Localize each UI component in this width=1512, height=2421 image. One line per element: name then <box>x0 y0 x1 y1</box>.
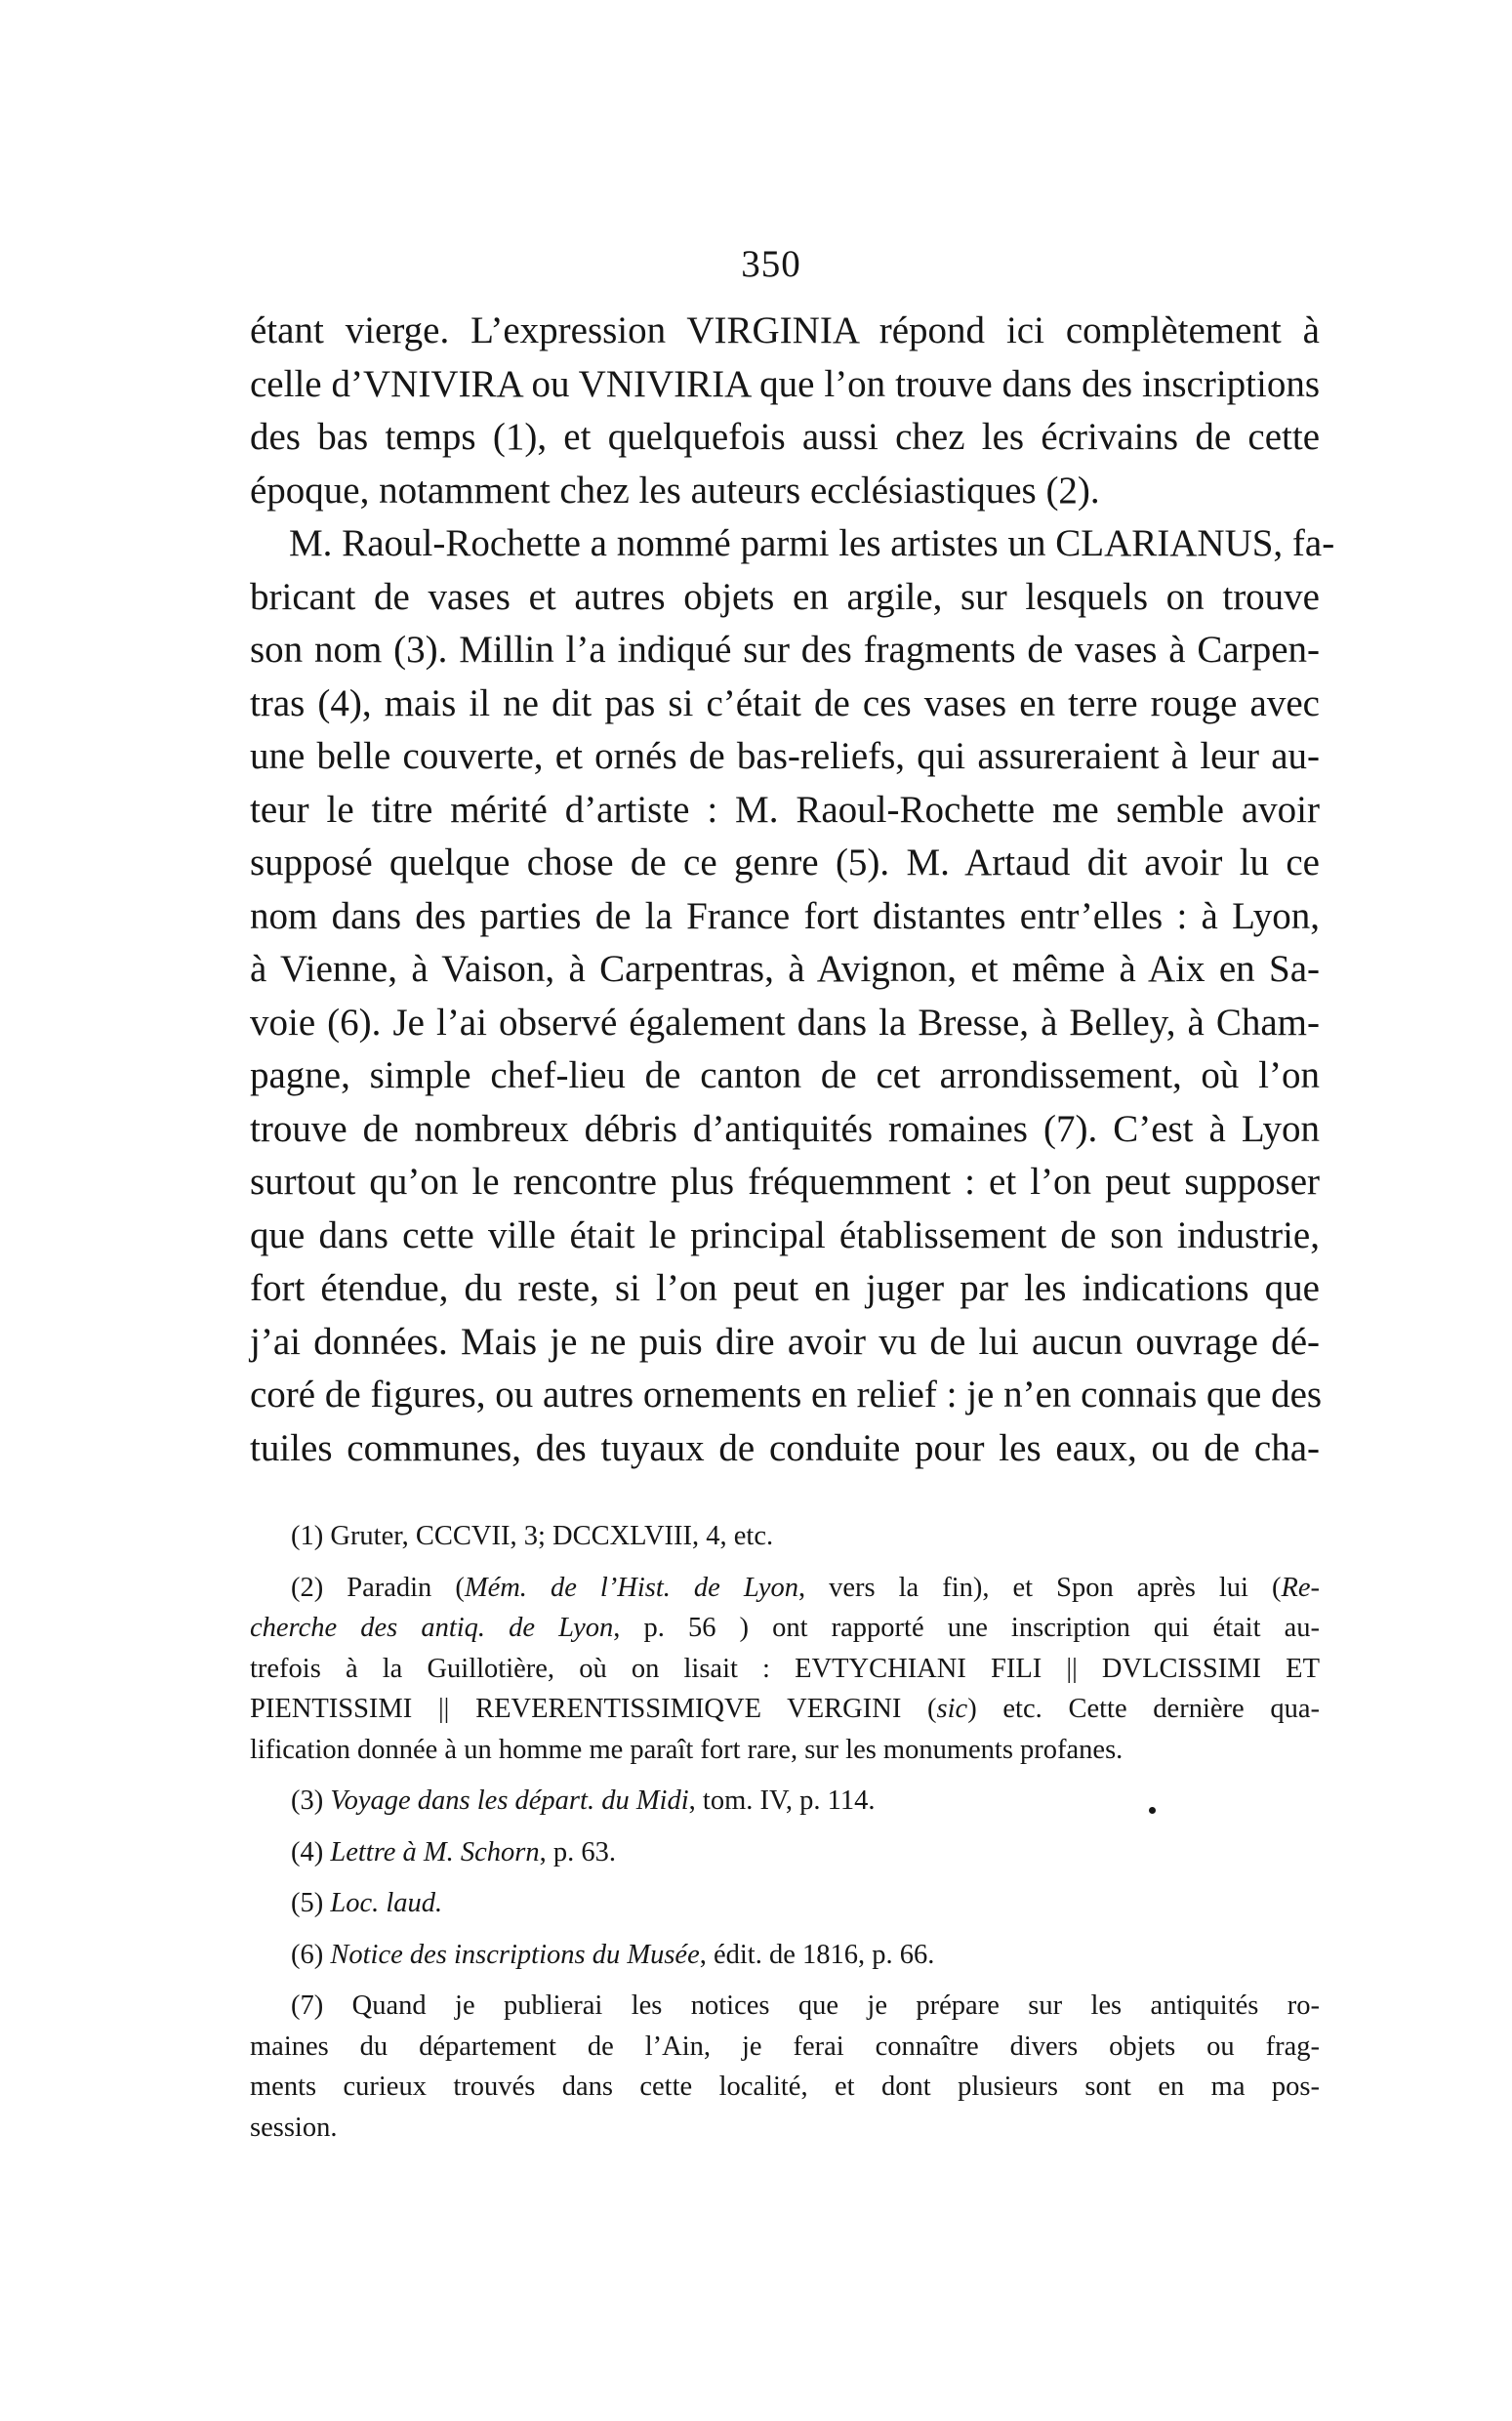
footnote-text: , édit. de 1816, p. 66. <box>699 1939 935 1970</box>
text-line: coré de figures, ou autres ornements en relief : je n’en connais que des <box>250 1374 1323 1416</box>
text-line: tras (4), mais il ne dit pas si c’était de ces vases en terre rouge avec <box>250 681 1320 724</box>
footnote-text: , vers la fin), et Spon après lui ( <box>798 1572 1282 1603</box>
footnote-text: ) etc. Cette dernière qua- <box>967 1694 1320 1724</box>
footnote-text: (4) <box>291 1836 331 1867</box>
footnote-text: , p. 63. <box>539 1836 616 1867</box>
text-line: son nom (3). Millin l’a indiqué sur des fragments de vases à Carpen- <box>250 629 1320 671</box>
text-line: bricant de vases et autres objets en argile, sur lesquels on trouve <box>250 575 1320 618</box>
text-line: étant vierge. L’expression VIRGINIA répond ici complètement à <box>250 309 1320 351</box>
footnote-2-line: lification donnée à un homme me paraît fort rare, sur les monuments profanes. <box>250 1734 1124 1765</box>
footnote-title: Notice des inscriptions du Musée <box>330 1939 700 1970</box>
footnote-2 <box>250 1568 1320 1609</box>
text-line: surtout qu’on le rencontre plus fréquemment : et l’on peut supposer <box>250 1161 1320 1203</box>
footnote-2-line <box>250 1608 1320 1649</box>
text-line: fort étendue, du reste, si l’on peut en juger par les indications que <box>250 1267 1320 1309</box>
footnote-text: , p. 56 ) ont rapporté une inscription qui était au- <box>613 1613 1320 1643</box>
footnote-text: (3) <box>291 1785 331 1816</box>
footnote-title: cherche des antiq. de Lyon <box>250 1613 614 1643</box>
text-line: nom dans des parties de la France fort distantes entr’elles : à Lyon, <box>250 894 1320 937</box>
footnote-7-line: ments curieux trouvés dans cette localité, et dont plusieurs sont en ma pos- <box>250 2072 1320 2102</box>
text-line: voie (6). Je l’ai observé également dans la Bresse, à Belley, à Cham- <box>250 1001 1320 1044</box>
text-line: M. Raoul-Rochette a nommé parmi les artistes un CLARIANUS, fa- <box>289 522 1335 564</box>
main-text <box>250 305 1335 1475</box>
text-line: à Vienne, à Vaison, à Carpentras, à Avignon, et même à Aix en Sa- <box>250 948 1320 990</box>
ink-dot <box>1149 1807 1156 1814</box>
footnote-text: (6) <box>291 1939 331 1970</box>
footnote-7-line: session. <box>250 2112 338 2143</box>
footnote-text: PIENTISSIMI || REVERENTISSIMIQVE VERGINI ( <box>250 1694 937 1724</box>
text-line: j’ai données. Mais je ne puis dire avoir vu de lui aucun ouvrage dé- <box>250 1320 1320 1363</box>
text-line: supposé quelque chose de ce genre (5). M. Artaud dit avoir lu ce <box>250 841 1320 883</box>
footnote-2-line <box>250 1689 1320 1730</box>
footnote-title: Voyage dans les départ. du Midi <box>330 1785 689 1816</box>
footnote-1: (1) Gruter, CCCVII, 3; DCCXLVIII, 4, etc. <box>291 1521 774 1551</box>
text-line: celle d’VNIVIRA ou VNIVIRIA que l’on trouve dans des inscriptions <box>250 362 1320 405</box>
page-number: 350 <box>741 243 801 285</box>
footnote-6 <box>250 1935 1320 1976</box>
footnote-3 <box>250 1781 1320 1822</box>
footnote-title: Loc. laud. <box>330 1888 443 1918</box>
footnote-text: , tom. IV, p. 114. <box>688 1785 876 1816</box>
footnote-text: (2) Paradin ( <box>291 1572 465 1603</box>
footnote-text: (5) <box>291 1888 331 1918</box>
footnote-7-line: maines du département de l’Ain, je ferai connaître divers objets ou frag- <box>250 2031 1320 2062</box>
footnote-title: Re- <box>1281 1572 1321 1603</box>
footnote-5 <box>250 1883 1320 1924</box>
text-line: que dans cette ville était le principal établissement de son industrie, <box>250 1213 1320 1256</box>
footnotes <box>250 1516 1320 2148</box>
text-line: teur le titre mérité d’artiste : M. Raoul-Rochette me semble avoir <box>250 788 1320 831</box>
text-line: une belle couverte, et ornés de bas-reliefs, qui assureraient à leur au- <box>250 735 1320 777</box>
footnote-7: (7) Quand je publierai les notices que je prépare sur les antiquités ro- <box>291 1990 1320 2021</box>
footnote-4 <box>250 1832 1320 1873</box>
text-line: des bas temps (1), et quelquefois aussi chez les écrivains de cette <box>250 416 1320 458</box>
text-line: trouve de nombreux débris d’antiquités romaines (7). C’est à Lyon <box>250 1107 1320 1150</box>
footnote-title: sic <box>936 1694 968 1724</box>
footnote-title: Lettre à M. Schorn <box>330 1836 540 1867</box>
footnote-title: Mém. de l’Hist. de Lyon <box>464 1572 798 1603</box>
text-line: époque, notamment chez les auteurs ecclésiastiques (2). <box>250 469 1100 512</box>
footnote-2-line: trefois à la Guillotière, où on lisait : EVTYCHIANI FILI || DVLCISSIMI ET <box>250 1653 1320 1684</box>
text-line: pagne, simple chef-lieu de canton de cet arrondissement, où l’on <box>250 1054 1320 1096</box>
text-line: tuiles communes, des tuyaux de conduite pour les eaux, ou de cha- <box>250 1426 1320 1469</box>
